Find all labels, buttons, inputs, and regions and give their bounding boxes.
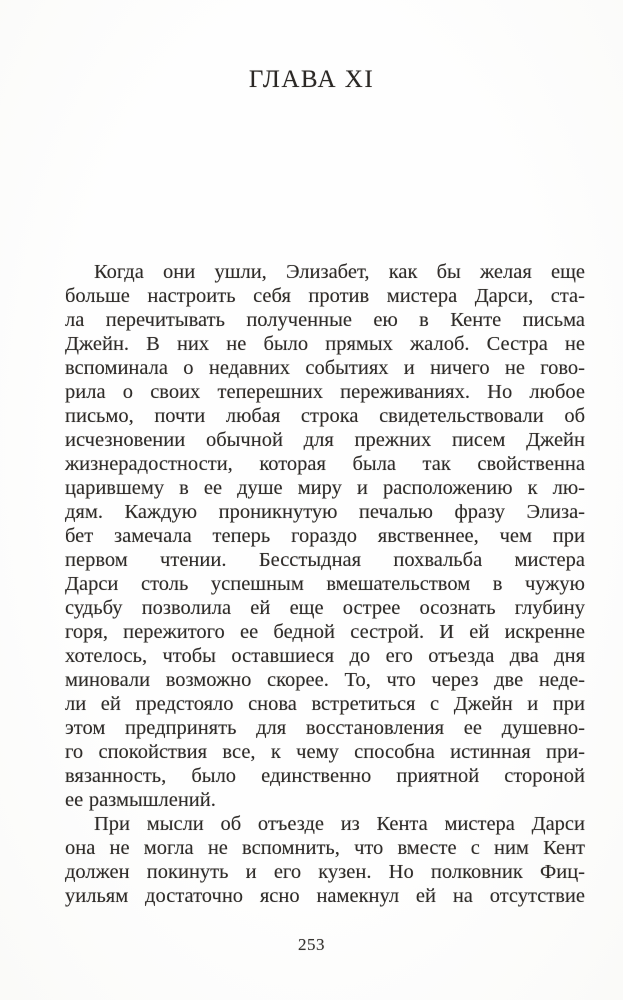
text-line: этом предпринять для восстановления ее душевно- bbox=[65, 717, 585, 739]
text-line: бет замечала теперь гораздо явственнее, чем при bbox=[65, 525, 585, 547]
text-line: Дарси столь успешным вмешательством в чужую bbox=[65, 573, 585, 595]
chapter-title: ГЛАВА XI bbox=[248, 66, 375, 93]
text-line: ли ей предстояло снова встретиться с Джейн и при bbox=[65, 693, 585, 715]
text-line: царившему в ее душе миру и расположению к лю- bbox=[65, 477, 585, 499]
text-line: рила о своих теперешних переживаниях. Но любое bbox=[65, 381, 585, 403]
text-line: исчезновении обычной для прежних писем Джейн bbox=[65, 429, 585, 451]
text-line: хотелось, чтобы оставшиеся до его отъезда два дня bbox=[65, 645, 585, 667]
text-line: дям. Каждую проникнутую печалью фразу Элиза- bbox=[65, 501, 585, 523]
text-line: Джейн. В них не было прямых жалоб. Сестра не bbox=[65, 333, 585, 355]
body-text bbox=[65, 260, 585, 908]
text-line: горя, пережитого ее бедной сестрой. И ей искренне bbox=[65, 621, 585, 643]
text-line: должен покинуть и его кузен. Но полковник Фиц- bbox=[65, 861, 585, 883]
text-line: ее размышлений. bbox=[65, 789, 216, 811]
text-line: жизнерадостности, которая была так свойственна bbox=[65, 453, 585, 475]
text-line: она не могла не вспомнить, что вместе с ним Кент bbox=[65, 837, 585, 859]
text-line: го спокойствия все, к чему способна истинная при- bbox=[65, 741, 585, 763]
text-line: Когда они ушли, Элизабет, как бы желая еще bbox=[94, 261, 585, 283]
page-number: 253 bbox=[298, 935, 325, 954]
text-line: ла перечитывать полученные ею в Кенте письма bbox=[65, 309, 585, 331]
text-line: миновали возможно скорее. То, что через две неде- bbox=[65, 669, 585, 691]
paragraph bbox=[65, 260, 585, 812]
text-line: вязанность, было единственно приятной стороной bbox=[65, 765, 585, 787]
text-line: уильям достаточно ясно намекнул ей на отсутствие bbox=[65, 885, 585, 907]
text-line: вспоминала о недавних событиях и ничего не гово- bbox=[65, 357, 585, 379]
text-line: При мысли об отъезде из Кента мистера Дарси bbox=[94, 813, 585, 835]
text-line: больше настроить себя против мистера Дарси, ста- bbox=[65, 285, 585, 307]
text-line: судьбу позволила ей еще острее осознать глубину bbox=[65, 597, 585, 619]
paragraph bbox=[65, 812, 585, 908]
text-line: первом чтении. Бесстыдная похвальба мистера bbox=[65, 549, 585, 571]
text-line: письмо, почти любая строка свидетельствовали об bbox=[65, 405, 585, 427]
